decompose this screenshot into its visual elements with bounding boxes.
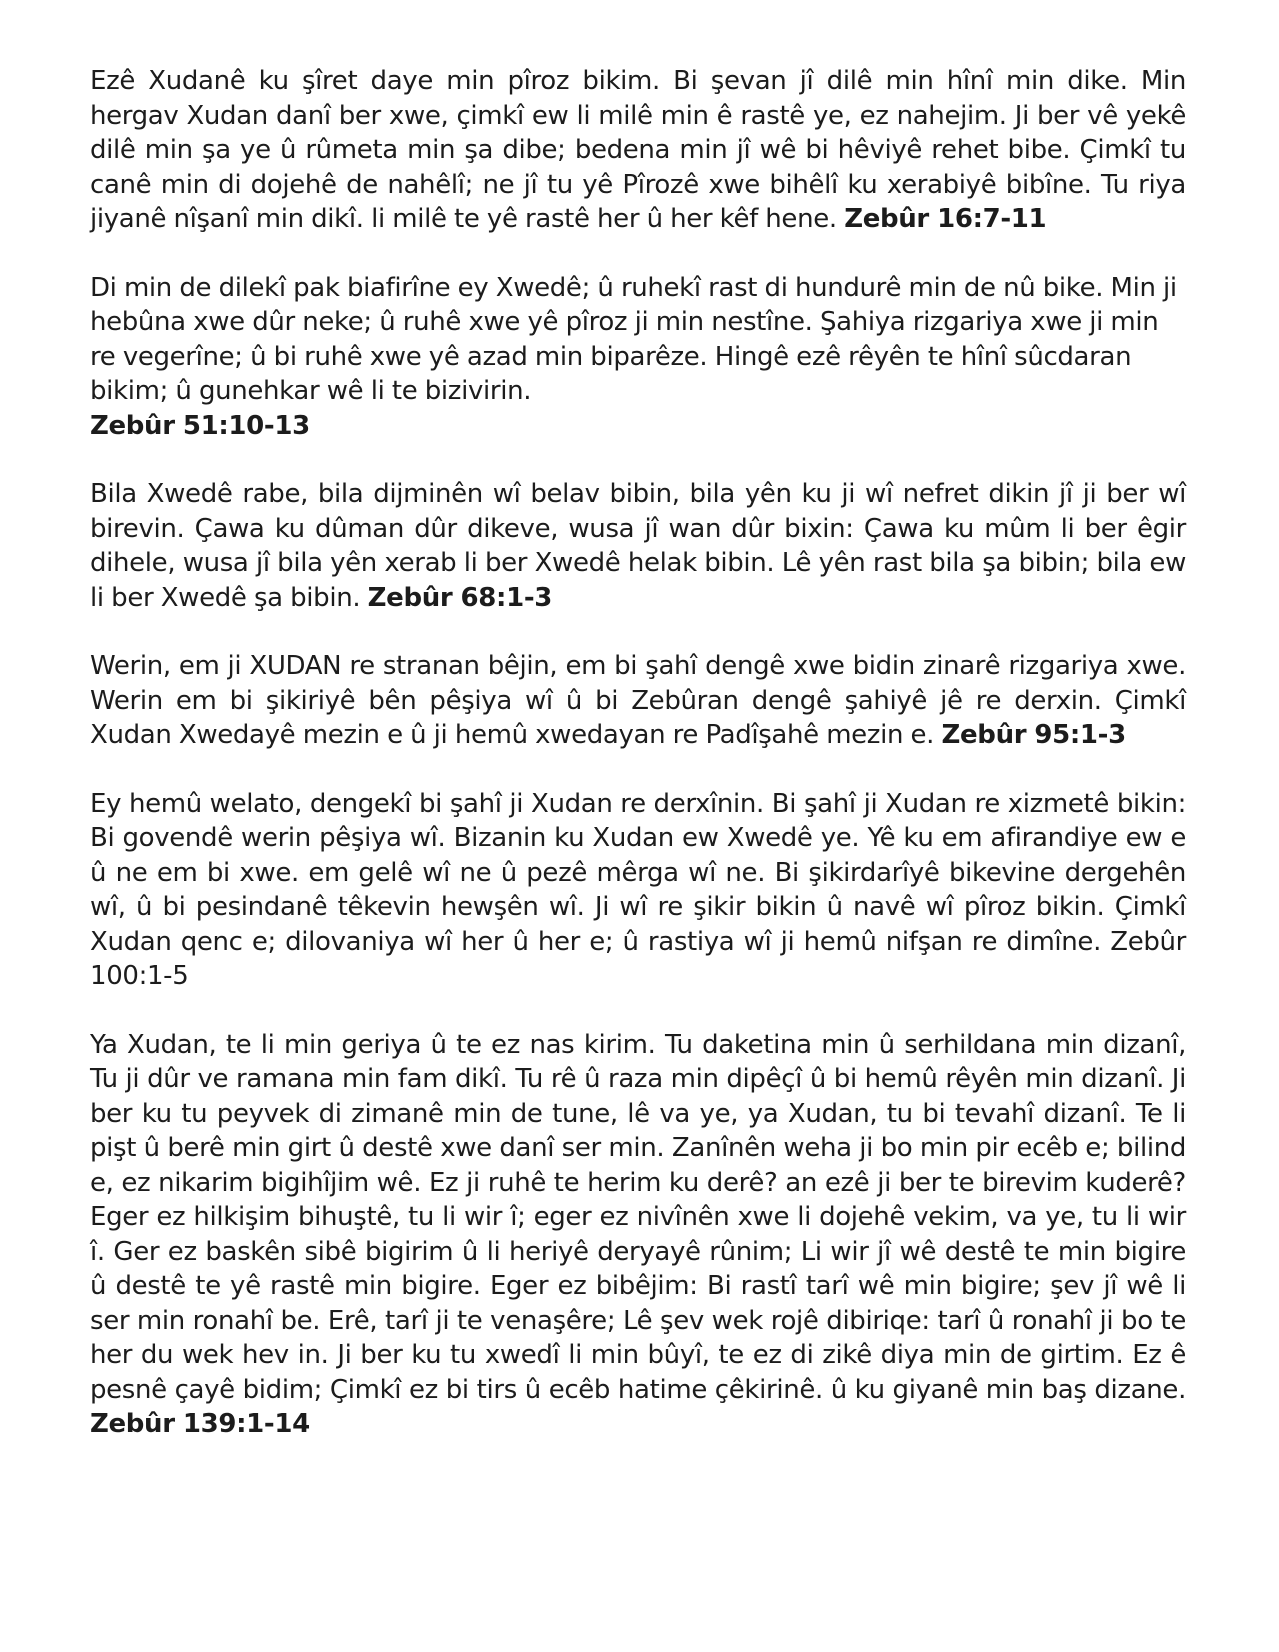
passage-psalm-95 [90,649,1186,753]
passage-text: Ey hemû welato, dengekî bi şahî ji Xudan re derxînin. Bi şahî ji Xudan re xizmetê bikin: Bi govendê werin pêşiya wî. Bizanin ku Xudan ew Xwedê ye. Yê ku em afirandiye ew e û ne em bi xwe. em gelê wî ne û pezê mêrga wî ne. Bi şikirdarîyê bikevine dergehên wî, û bi pesindanê têkevin hewşên wî. Ji wî re şikir bikin û navê wî pîroz bikin. Çimkî Xudan qenc e; dilovaniya wî her û her e; û rastiya wî ji hemû nifşan re dimîne. [90,788,1186,957]
document-page [90,64,1186,1476]
passage-psalm-68 [90,477,1186,615]
scripture-reference: Zebûr 95:1-3 [941,720,1126,750]
scripture-reference: Zebûr 51:10-13 [90,410,310,441]
passage-psalm-51 [90,271,1186,444]
scripture-reference: Zebûr 100:1-5 [90,926,1186,991]
passage-psalm-16 [90,64,1186,237]
passage-psalm-100 [90,787,1186,994]
passage-text: Werin, em ji XUDAN re stranan bêjin, em bi şahî dengê xwe bidin zinarê rizgariya xwe. Werin em bi şikiriyê bên pêşiya wî û bi Zebûran dengê şahiyê jê re derxin. Çimkî Xudan Xwedayê mezin e û ji hemû xwedayan re Padîşahê mezin e. [90,651,1186,750]
passage-text: Ezê Xudanê ku şîret daye min pîroz bikim. Bi şevan jî dilê min hînî min dike. Min hergav Xudan danî ber xwe, çimkî ew li milê min ê rastê ye, ez nahejim. Ji ber vê yekê dilê min şa ye û rûmeta min şa dibe; bedena min jî wê bi hêviyê rehet bibe. Çimkî tu canê min di dojehê de nahêlî; ne jî tu yê Pîrozê xwe bihêlî ku xerabiyê bibîne. Tu riya jiyanê nîşanî min dikî. li milê te yê rastê her û her kêf hene. [90,66,1186,234]
passage-psalm-139 [90,1028,1186,1442]
passage-text: Bila Xwedê rabe, bila dijminên wî belav bibin, bila yên ku ji wî nefret dikin jî ji ber wî birevin. Çawa ku dûman dûr dikeve, wusa jî wan dûr bixin: Çawa ku mûm li ber êgir dihele, wusa jî bila yên xerab li ber Xwedê helak bibin. Lê yên rast bila şa bibin; bila ew li ber Xwedê şa bibin. [90,479,1186,613]
scripture-reference: Zebûr 68:1-3 [367,582,553,613]
passage-text: Ya Xudan, te li min geriya û te ez nas kirim. Tu daketina min û serhildana min dizanî, Tu ji dûr ve ramana min fam dikî. Tu rê û raza min dipêçî û bi hemû rêyên min dizanî. Ji ber ku tu peyvek di zimanê min de tune, lê va ye, ya Xudan, tu bi tevahî dizanî. Te li pişt û berê min girt û destê xwe danî ser min. Zanînên weha ji bo min pir ecêb e; bilind e, ez nikarim bigihîjim wê. Ez ji ruhê te herim ku derê? an ezê ji ber te birevim kuderê?Eger ez hilkişim bihuştê, tu li wir î; eger ez nivînên xwe li dojehê vekim, va ye, tu li wir î. Ger ez baskên sibê bigirim û li heriyê deryayê rûnim; Li wir jî wê destê te min bigire û destê te yê rastê min bigire. Eger ez bibêjim: Bi rastî tarî wê min bigire; şev jî wê li ser min ronahî be. Erê, tarî ji te venaşêre; Lê şev wek rojê dibiriqe: tarî û ronahî ji bo te her du wek hev in. Ji ber ku tu xwedî li min bûyî, te ez di zikê diya min de girtim. Ez ê pesnê çayê bidim; Çimkî ez bi tirs û ecêb hatime çêkirinê. û ku giyanê min baş dizane. [90,1029,1186,1405]
scripture-reference: Zebûr 16:7-11 [844,204,1047,234]
scripture-reference: Zebûr 139:1-14 [90,1409,310,1439]
passage-text: Di min de dilekî pak biafirîne ey Xwedê; û ruhekî rast di hundurê min de nû bike. Min ji hebûna xwe dûr neke; û ruhê xwe yê pîroz ji min nestîne. Şahiya rizgariya xwe ji min re vegerîne; û bi ruhê xwe yê azad min biparêze. Hingê ezê rêyên te hînî sûcdaran bikim; û gunehkar wê li te bizivirin. [90,272,1177,406]
